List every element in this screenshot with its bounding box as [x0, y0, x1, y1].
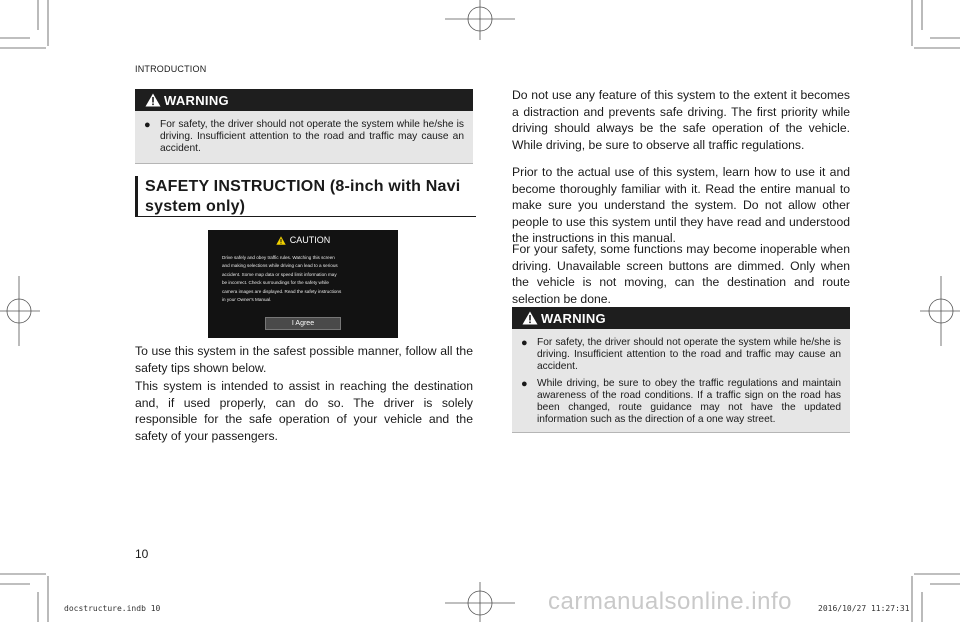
body-paragraph: Prior to the actual use of this system, learn how to use it and become thoroughly familiar with it. Read the entire manual to make sure you understand the system. Do not allow other people to use this system until they have read and understood the instructions in this manual.	[512, 165, 850, 246]
warning-box-left	[135, 89, 473, 164]
warning-item-text: For safety, the driver should not operate the system while he/she is driving. Insufficient attention to the road and traffic may cause an accident.	[537, 337, 841, 373]
chapter-header: INTRODUCTION	[135, 64, 207, 74]
body-paragraph: This system is intended to assist in reaching the destination and, if used properly, can do so. The driver is solely responsible for the safe operation of your vehicle and the safety of your passengers.	[135, 379, 473, 443]
section-heading	[135, 176, 476, 217]
page-number: 10	[135, 547, 149, 561]
i-agree-button[interactable]: I Agree	[265, 317, 341, 330]
footer-file-info: docstructure.indb 10	[64, 604, 161, 613]
watermark: carmanualsonline.info	[548, 588, 792, 615]
body-paragraph: To use this system in the safest possible manner, follow all the safety tips shown below.	[135, 344, 473, 375]
footer-timestamp: 2016/10/27 11:27:31	[818, 604, 910, 613]
body-paragraph: For your safety, some functions may become inoperable when driving. Unavailable screen buttons are dimmed. Only when the vehicle is not moving, can the destination and route selection be done.	[512, 242, 850, 306]
caution-screen-illustration	[208, 230, 398, 338]
caution-header	[208, 235, 398, 245]
warning-triangle-icon	[522, 311, 538, 325]
bullet-icon: ●	[521, 337, 528, 349]
section-title: SAFETY INSTRUCTION (8-inch with Navi system only)	[145, 178, 461, 215]
warning-box-right	[512, 307, 850, 433]
warning-title: WARNING	[541, 310, 606, 326]
warning-title: WARNING	[164, 92, 229, 108]
warning-item-text: While driving, be sure to obey the traffic regulations and maintain awareness of the road conditions. If a traffic sign on the road has been changed, route guidance may not have the updated information such as the direction of a one way street.	[537, 377, 841, 426]
bullet-icon: ●	[521, 377, 528, 390]
warning-triangle-icon	[145, 93, 161, 107]
caution-triangle-icon	[276, 236, 286, 245]
caution-title: CAUTION	[289, 235, 331, 245]
warning-header	[512, 307, 850, 329]
warning-item	[135, 119, 473, 156]
warning-item	[512, 378, 850, 427]
warning-item	[512, 337, 850, 374]
body-paragraph: Do not use any feature of this system to the extent it becomes a distraction and prevents safe driving. The first priority while driving should always be the safe operation of the vehicle. While driving, be sure to observe all traffic regulations.	[512, 88, 850, 152]
warning-item-text: For safety, the driver should not operate the system while he/she is driving. Insufficient attention to the road and traffic may cause an accident.	[160, 119, 464, 155]
bullet-icon: ●	[144, 119, 151, 131]
caution-text: Drive safely and obey traffic rules. Watching this screen and making selections while driving can lead to a serious accident. Some map data or speed limit information may be incorrect. Check surroundings for the safety while camera images are displayed. Read the safety instructions in your Owner's Manual.	[222, 255, 342, 303]
warning-header	[135, 89, 473, 111]
